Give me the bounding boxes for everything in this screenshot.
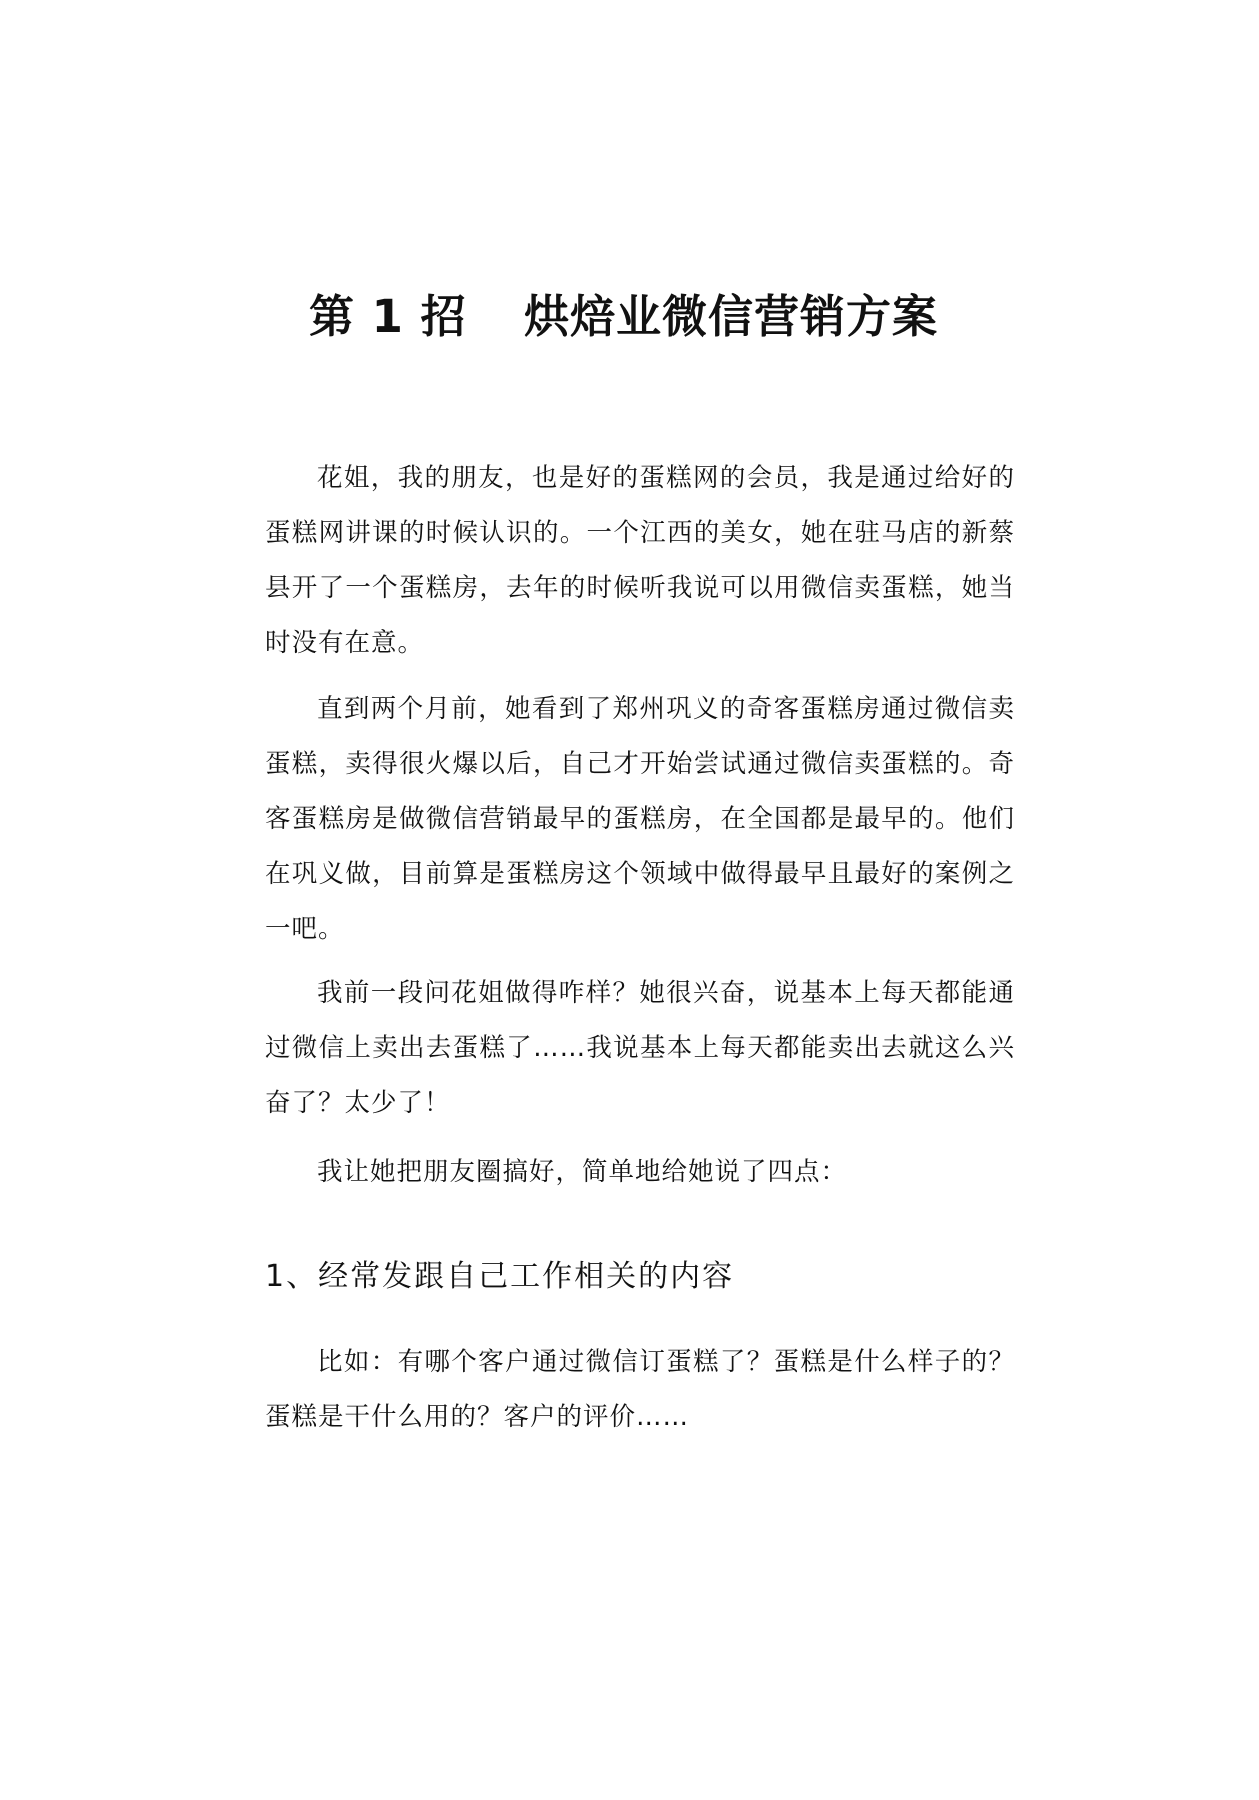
chapter-title-text: 烘焙业微信营销方案 bbox=[524, 290, 939, 343]
chapter-title bbox=[309, 282, 1029, 352]
paragraph-3: 我前一段问花姐做得咋样？她很兴奋，说基本上每天都能通过微信上卖出去蛋糕了……我说基本上每天都能卖出去就这么兴奋了？太少了！ bbox=[265, 978, 1015, 1118]
section-heading: 1、经常发跟自己工作相关的内容 bbox=[265, 1259, 735, 1294]
chapter-number: 第 1 招 bbox=[309, 290, 467, 343]
paragraph-4: 我让她把朋友圈搞好，简单地给她说了四点： bbox=[317, 1157, 848, 1187]
section-paragraph: 比如：有哪个客户通过微信订蛋糕了？蛋糕是什么样子的？蛋糕是干什么用的？客户的评价…… bbox=[265, 1347, 1015, 1432]
paragraph-1: 花姐，我的朋友，也是好的蛋糕网的会员，我是通过给好的蛋糕网讲课的时候认识的。一个江西的美女，她在驻马店的新蔡县开了一个蛋糕房，去年的时候听我说可以用微信卖蛋糕，她当时没有在意。 bbox=[265, 463, 1015, 658]
paragraph-2: 直到两个月前，她看到了郑州巩义的奇客蛋糕房通过微信卖蛋糕，卖得很火爆以后，自己才开始尝试通过微信卖蛋糕的。奇客蛋糕房是做微信营销最早的蛋糕房，在全国都是最早的。他们在巩义做，目前算是蛋糕房这个领域中做得最早且最好的案例之一吧。 bbox=[265, 694, 1015, 944]
